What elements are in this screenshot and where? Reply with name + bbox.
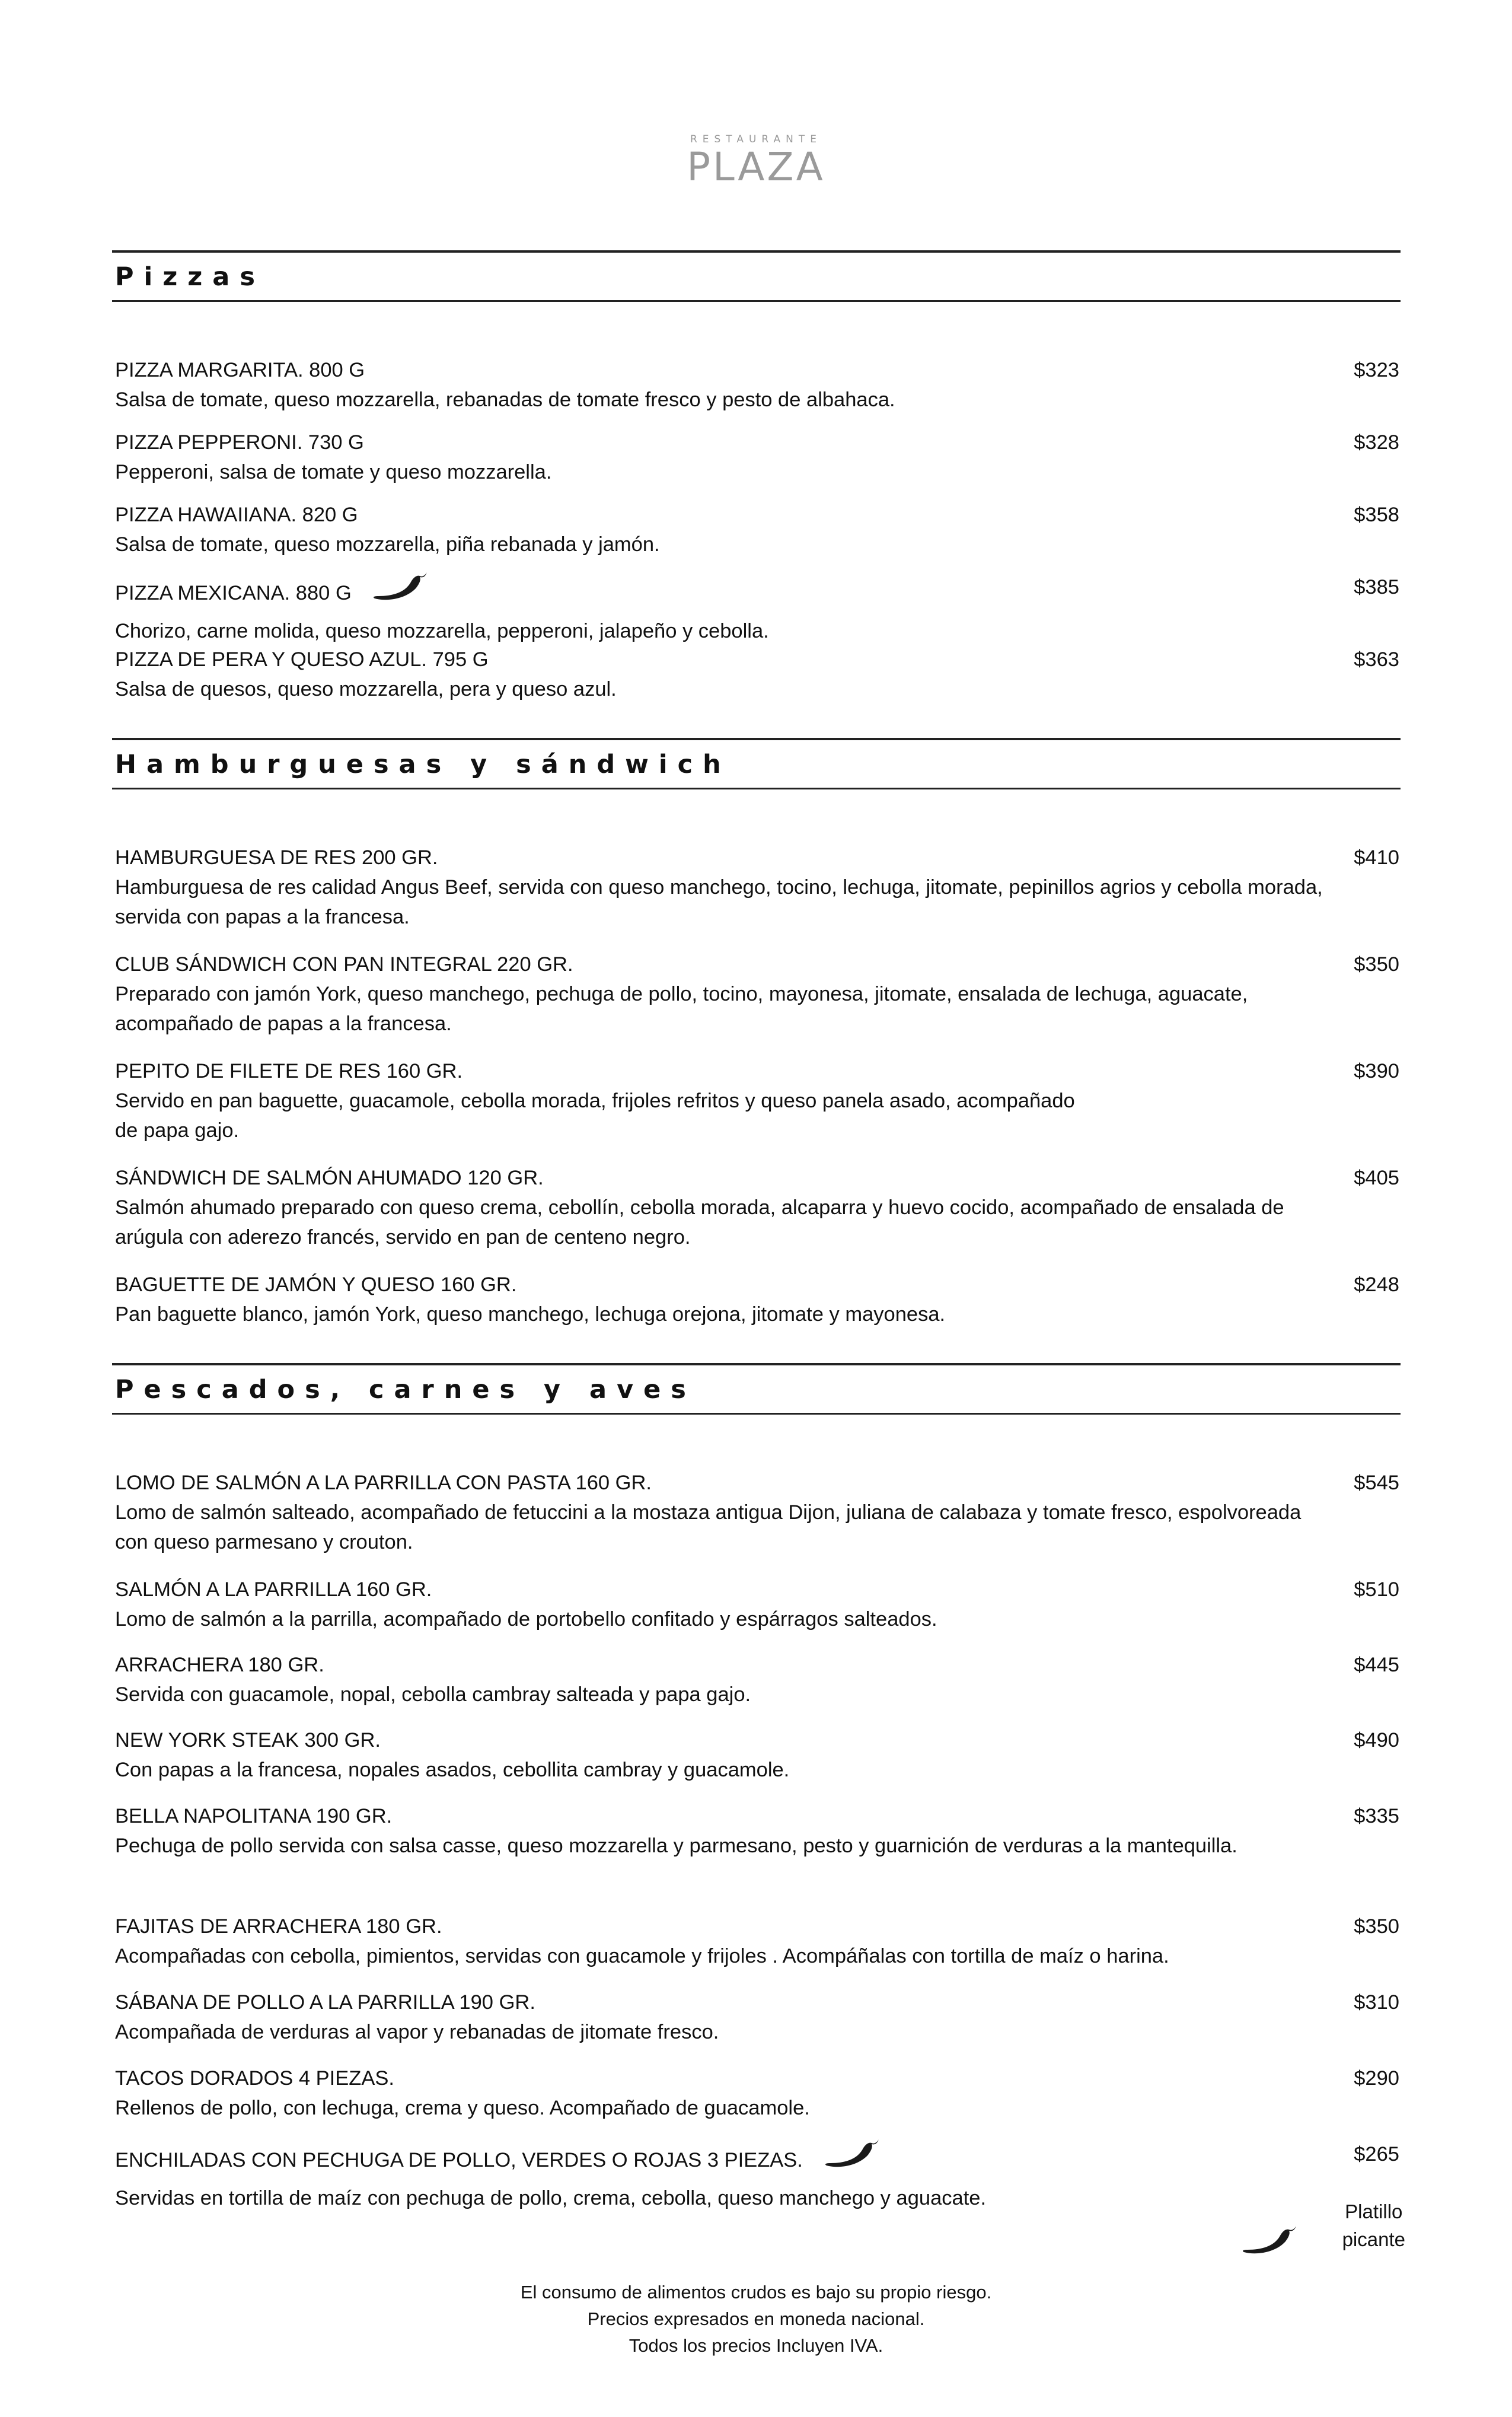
item-description: Preparado con jamón York, queso manchego, pechuga de pollo, tocino, mayonesa, jitomate, ensalada de lechuga, aguacate, acompañado de papas a la francesa. [115,983,1248,1035]
menu-item [115,500,1399,559]
footer-line: El consumo de alimentos crudos es bajo su propio riesgo. [520,2282,992,2303]
item-name: NEW YORK STEAK 300 GR. [115,1729,381,1752]
legend-line-1: Platillo [1345,2201,1403,2222]
item-name: TACOS DORADOS 4 PIEZAS. [115,2067,394,2090]
footer-line: Todos los precios Incluyen IVA. [629,2335,883,2356]
menu-item [115,2139,1399,2213]
footer-notes [0,2279,1512,2359]
section-pizzas [112,250,1401,700]
menu-item [115,2063,1399,2123]
item-description: Rellenos de pollo, con lechuga, crema y queso. Acompañado de guacamole. [115,2097,810,2119]
item-name: ARRACHERA 180 GR. [115,1654,324,1676]
item-description: Servida con guacamole, nopal, cebolla cambray salteada y papa gajo. [115,1683,751,1706]
menu-item [115,645,1399,704]
item-name: FAJITAS DE ARRACHERA 180 GR. [115,1915,442,1938]
item-description: Servido en pan baguette, guacamole, cebolla morada, frijoles refritos y queso panela asado, acompañado de papa gajo. [115,1090,1075,1142]
menu-item [115,950,1399,1039]
item-description: Lomo de salmón a la parrilla, acompañado de portobello confitado y espárragos salteados. [115,1608,937,1631]
spicy-legend [1239,2198,1405,2263]
item-name: BAGUETTE DE JAMÓN Y QUESO 160 GR. [115,1273,517,1296]
item-name: PIZZA DE PERA Y QUESO AZUL. 795 G [115,648,489,671]
footer-line: Precios expresados en moneda nacional. [587,2308,925,2329]
item-price: $405 [1354,1167,1399,1189]
item-description: Salsa de tomate, queso mozzarella, piña rebanada y jamón. [115,533,660,556]
menu-item [115,1725,1399,1785]
item-price: $358 [1354,504,1399,526]
chili-pepper-icon [370,572,429,616]
section-pescados [112,1363,1401,2209]
item-name: PIZZA MEXICANA. 880 G [115,582,352,605]
logo-title: PLAZA [687,144,825,190]
menu-item [115,428,1399,487]
menu-item [115,1988,1399,2047]
item-price: $390 [1354,1060,1399,1082]
legend-line-2: picante [1342,2228,1405,2250]
item-name: HAMBURGUESA DE RES 200 GR. [115,846,438,869]
item-description: Hamburguesa de res calidad Angus Beef, servida con queso manchego, tocino, lechuga, jitomate, pepinillos agrios y cebolla morada, servida con papas a la francesa. [115,876,1323,928]
item-description: Pepperoni, salsa de tomate y queso mozzarella. [115,461,552,483]
item-description: Pechuga de pollo servida con salsa casse, queso mozzarella y parmesano, pesto y guarnición de verduras a la mantequilla. [115,1835,1237,1857]
item-price: $385 [1354,576,1399,598]
chili-pepper-icon [1239,2226,1299,2264]
item-price: $363 [1354,648,1399,671]
chili-pepper-icon [822,2139,881,2183]
menu-item [115,1056,1399,1145]
item-description: Servidas en tortilla de maíz con pechuga de pollo, crema, cebolla, queso manchego y aguacate. [115,2187,987,2209]
item-name: PIZZA PEPPERONI. 730 G [115,431,364,454]
item-price: $328 [1354,431,1399,454]
legend-text [1342,2198,1405,2253]
item-price: $323 [1354,359,1399,381]
section-header [112,250,1401,302]
item-description: Con papas a la francesa, nopales asados, cebollita cambray y guacamole. [115,1759,790,1781]
menu-item [115,355,1399,415]
item-price: $290 [1354,2067,1399,2090]
item-price: $265 [1354,2143,1399,2166]
menu-item [115,1163,1399,1252]
item-name: PIZZA HAWAIIANA. 820 G [115,504,358,526]
menu-item [115,1912,1399,1971]
section-title: Pescados, carnes y aves [115,1375,696,1405]
item-description: Pan baguette blanco, jamón York, queso manchego, lechuga orejona, jitomate y mayonesa. [115,1303,946,1326]
item-price: $310 [1354,1991,1399,2014]
item-price: $510 [1354,1578,1399,1601]
item-description: Lomo de salmón salteado, acompañado de fetuccini a la mostaza antigua Dijon, juliana de calabaza y tomate fresco, espolvoreada con queso parmesano y crouton. [115,1501,1302,1553]
section-title: Pizzas [115,262,265,292]
item-name: BELLA NAPOLITANA 190 GR. [115,1805,393,1827]
item-name: ENCHILADAS CON PECHUGA DE POLLO, VERDES O ROJAS 3 PIEZAS. [115,2149,803,2172]
menu-item [115,843,1399,932]
item-name: LOMO DE SALMÓN A LA PARRILLA CON PASTA 160 GR. [115,1472,652,1494]
menu-item [115,1468,1399,1557]
section-hamburguesas [112,738,1401,1326]
item-name: SALMÓN A LA PARRILLA 160 GR. [115,1578,432,1601]
item-description: Salsa de tomate, queso mozzarella, rebanadas de tomate fresco y pesto de albahaca. [115,388,895,411]
item-price: $248 [1354,1273,1399,1296]
item-name: PEPITO DE FILETE DE RES 160 GR. [115,1060,463,1082]
item-description: Acompañada de verduras al vapor y rebanadas de jitomate fresco. [115,2021,719,2043]
menu-item [115,1270,1399,1329]
section-header [112,1363,1401,1415]
item-price: $545 [1354,1472,1399,1494]
menu-item [115,1801,1399,1861]
item-price: $445 [1354,1654,1399,1676]
item-name: SÁNDWICH DE SALMÓN AHUMADO 120 GR. [115,1167,544,1189]
menu-item [115,1575,1399,1634]
item-price: $410 [1354,846,1399,869]
item-name: CLUB SÁNDWICH CON PAN INTEGRAL 220 GR. [115,953,573,976]
item-name: SÁBANA DE POLLO A LA PARRILLA 190 GR. [115,1991,535,2014]
item-description: Acompañadas con cebolla, pimientos, servidas con guacamole y frijoles . Acompáñalas con tortilla de maíz o harina. [115,1945,1169,1967]
logo-subtitle: RESTAURANTE [690,133,822,145]
item-description: Chorizo, carne molida, queso mozzarella, pepperoni, jalapeño y cebolla. [115,620,769,642]
menu-item [115,1650,1399,1709]
item-price: $350 [1354,953,1399,976]
item-description: Salsa de quesos, queso mozzarella, pera y queso azul. [115,678,617,700]
menu-item [115,572,1399,646]
restaurant-logo [0,133,1512,190]
item-price: $490 [1354,1729,1399,1752]
section-title: Hamburguesas y sándwich [115,750,731,779]
item-name: PIZZA MARGARITA. 800 G [115,359,365,381]
section-header [112,738,1401,789]
item-price: $335 [1354,1805,1399,1827]
item-description: Salmón ahumado preparado con queso crema, cebollín, cebolla morada, alcaparra y huevo cocido, acompañado de ensalada de arúgula con aderezo francés, servido en pan de centeno negro. [115,1196,1284,1249]
item-price: $350 [1354,1915,1399,1938]
